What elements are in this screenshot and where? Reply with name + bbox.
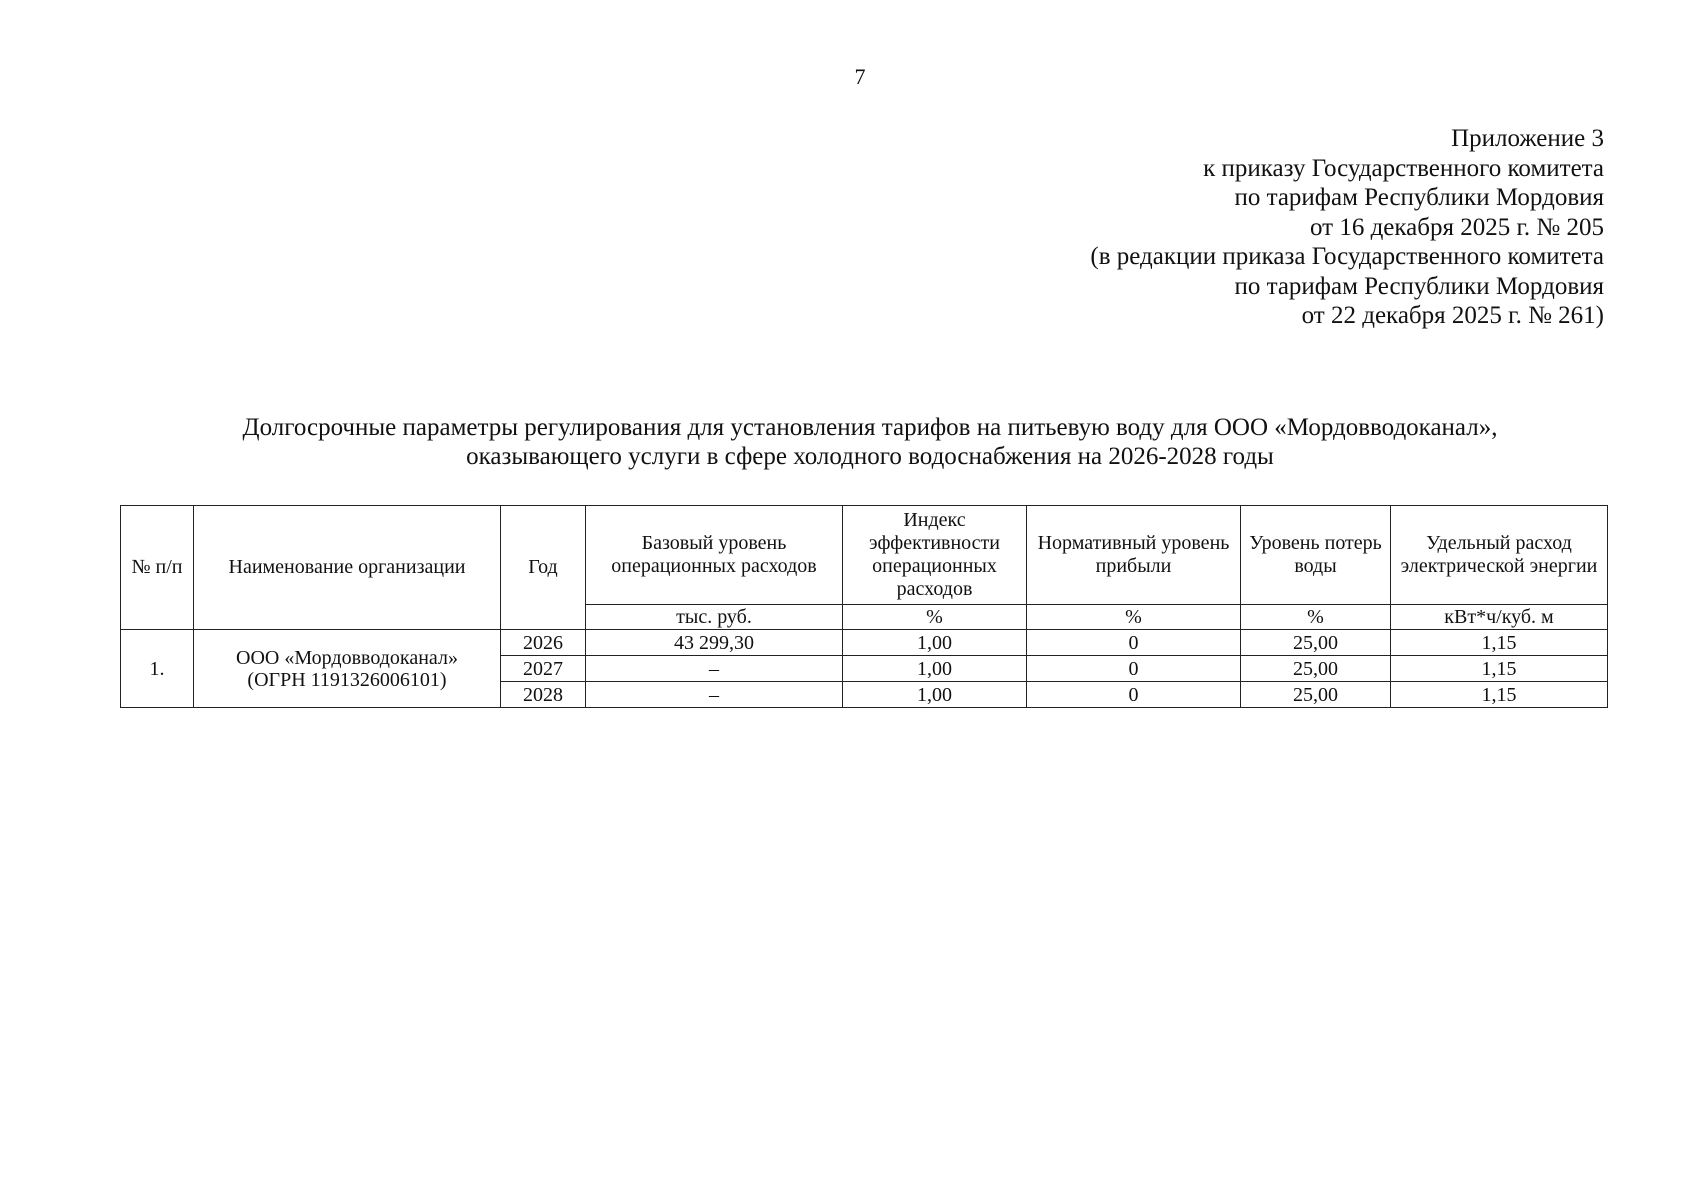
appendix-line: Приложение 3 [1451,125,1604,152]
year-cell: 2026 [501,630,586,656]
base-opex-cell: – [586,656,843,682]
energy-cell: 1,15 [1391,682,1608,708]
header-losses: Уровень потерь воды [1241,506,1391,605]
unit-losses: % [1241,605,1391,630]
title-line: Долгосрочные параметры регулирования для установления тарифов на питьевую воду для ООО «Мордовводоканал», [242,414,1498,441]
appendix-line: от 16 декабря 2025 г. № 205 [1309,213,1604,241]
header-energy: Удельный расход электрической энергии [1391,506,1608,605]
efficiency-index-cell: 1,00 [843,630,1027,656]
base-opex-cell: 43 299,30 [586,630,843,656]
appendix-line: к приказу Государственного комитета [1203,154,1604,182]
appendix-header [1090,124,1604,331]
page-number: 7 [854,64,866,89]
appendix-line: по тарифам Республики Мордовия [1234,184,1604,211]
year-cell: 2027 [501,656,586,682]
energy-cell: 1,15 [1391,630,1608,656]
profit-cell: 0 [1027,682,1241,708]
unit-efficiency-index: % [843,605,1027,630]
title-line: оказывающего услуги в сфере холодного водоснабжения на 2026-2028 годы [466,443,1274,470]
profit-cell: 0 [1027,656,1241,682]
losses-cell: 25,00 [1241,682,1391,708]
unit-base-opex: тыс. руб. [586,605,843,630]
unit-energy: кВт*ч/куб. м [1391,605,1608,630]
header-year: Год [501,506,586,630]
losses-cell: 25,00 [1241,656,1391,682]
appendix-line: по тарифам Республики Мордовия [1234,272,1604,300]
header-row [121,506,1608,605]
header-profit: Нормативный уровень прибыли [1027,506,1241,605]
row-number: 1. [121,630,194,708]
document-title [60,413,1680,471]
header-num: № п/п [121,506,194,630]
header-efficiency-index: Индекс эффективности операционных расходов [843,506,1027,605]
table-row [121,630,1608,656]
header-base-opex: Базовый уровень операционных расходов [586,506,843,605]
appendix-line: (в редакции приказа Государственного комитета [1090,243,1604,270]
appendix-line: от 22 декабря 2025 г. № 261) [1301,302,1604,329]
parameters-table [120,505,1608,708]
base-opex-cell: – [586,682,843,708]
unit-profit: % [1027,605,1241,630]
efficiency-index-cell: 1,00 [843,682,1027,708]
organization-name: ООО «Мордовводоканал» [236,646,458,669]
header-org: Наименование организации [194,506,501,630]
energy-cell: 1,15 [1391,656,1608,682]
losses-cell: 25,00 [1241,630,1391,656]
efficiency-index-cell: 1,00 [843,656,1027,682]
profit-cell: 0 [1027,630,1241,656]
year-cell: 2028 [501,682,586,708]
organization-ogrn: (ОГРН 1191326006101) [247,668,447,691]
organization-cell [194,630,501,708]
